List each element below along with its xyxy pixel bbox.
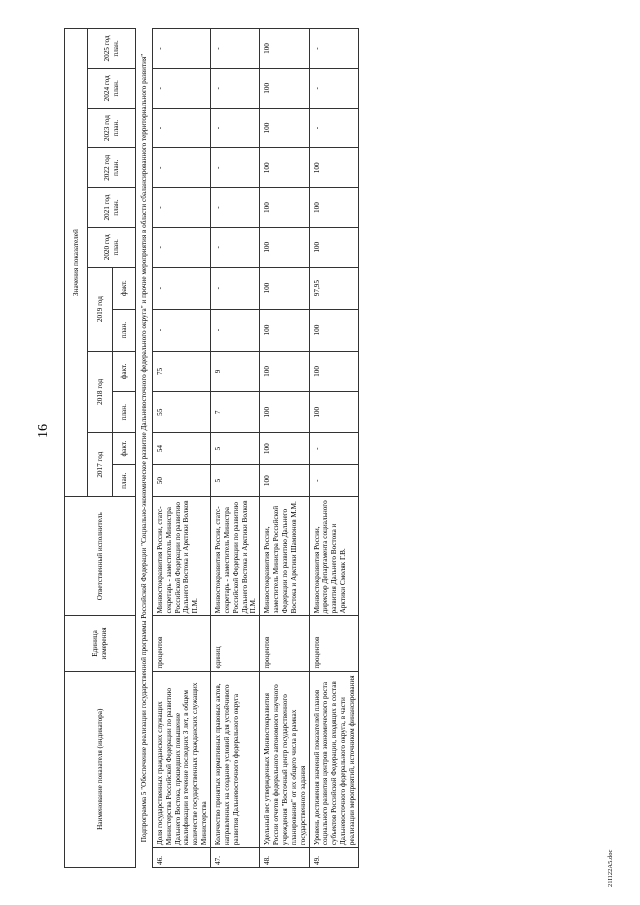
header-values-title: Значения показателей [65, 29, 88, 497]
value-2019-fact: - [152, 267, 210, 309]
value-2018-fact: 100 [309, 351, 358, 392]
header-year-2018: 2018 год [88, 351, 113, 433]
value-2022: 100 [309, 148, 358, 188]
value-2022: - [211, 148, 260, 188]
value-2025: 100 [260, 29, 309, 69]
value-2019-fact: 100 [260, 267, 309, 309]
value-2020: 100 [309, 227, 358, 267]
row-number: 48. [260, 848, 309, 868]
header-year-2020: 2020 год план. [88, 227, 136, 267]
header-2017-plan: план. [113, 465, 136, 497]
value-2023: 100 [260, 108, 309, 148]
value-2018-plan: 100 [309, 392, 358, 433]
row-number: 46. [152, 848, 210, 868]
value-2023: - [211, 108, 260, 148]
value-2020: - [152, 227, 210, 267]
rotated-table-container [64, 28, 604, 868]
header-2018-plan: план. [113, 392, 136, 433]
indicator-name: Количество принятых нормативных правовых актов, направленных на создание условий для устойчивого развития Дальневосточного федерального округа [211, 671, 260, 848]
header-year-2017: 2017 год [88, 433, 113, 497]
value-2025: - [211, 29, 260, 69]
value-2018-plan: 7 [211, 392, 260, 433]
value-2021: 100 [309, 188, 358, 228]
header-2018-fact: факт. [113, 351, 136, 392]
value-2017-fact: 5 [211, 433, 260, 465]
header-year-2024: 2024 год план. [88, 68, 136, 108]
header-year-2022: 2022 год план. [88, 148, 136, 188]
value-2017-fact: - [309, 433, 358, 465]
file-name: 21I122A5.doc [607, 849, 614, 887]
value-2017-plan: 50 [152, 465, 210, 497]
header-name: Наименование показателя (индикатора) [65, 671, 136, 867]
row-number: 49. [309, 848, 358, 868]
value-2019-plan: - [152, 309, 210, 351]
value-2023: - [309, 108, 358, 148]
value-2024: - [152, 68, 210, 108]
value-2024: 100 [260, 68, 309, 108]
value-2019-fact: 97,95 [309, 267, 358, 309]
value-2017-plan: 100 [260, 465, 309, 497]
table-row [260, 29, 309, 868]
value-2018-plan: 55 [152, 392, 210, 433]
header-year-2025: 2025 год план. [88, 29, 136, 69]
header-responsible: Ответственный исполнитель [65, 497, 136, 616]
header-2019-plan: план. [113, 309, 136, 351]
value-2017-fact: 54 [152, 433, 210, 465]
value-2018-fact: 9 [211, 351, 260, 392]
value-2018-fact: 75 [152, 351, 210, 392]
value-2025: - [309, 29, 358, 69]
value-2023: - [152, 108, 210, 148]
value-2021: 100 [260, 188, 309, 228]
value-2020: 100 [260, 227, 309, 267]
page-number: 16 [36, 424, 51, 438]
header-year-2019: 2019 год [88, 267, 113, 351]
value-2024: - [309, 68, 358, 108]
responsible-cell: Минвостокразвития России, заместитель Министра Российской Федерации по развитию Дальнего Востока и Арктики Шамионов М.М. [260, 497, 309, 616]
subprogram-heading: Подпрограмма 5 "Обеспечение реализации государственной программы Российской Федерации "Социально-экономическое развитие Дальневосточного федерального округа" и прочие мероприятия в области сбалансированного территориального развития" [136, 29, 153, 868]
unit-cell: процентов [152, 616, 210, 671]
responsible-cell: Минвостокразвития России, статс-секретарь - заместитель Министра Российской Федерации по развитию Дальнего Востока и Арктики Волков П.М. [211, 497, 260, 616]
value-2017-plan: 5 [211, 465, 260, 497]
value-2019-plan: 100 [309, 309, 358, 351]
indicator-name: Доля государственных гражданских служащих Министерства Российской Федерации по развитию Дальнего Востока, прошедших повышение квалификации в течение последних 3 лет, в общем количестве государственных гражданских служащих Министерства [152, 671, 210, 848]
header-2017-fact: факт. [113, 433, 136, 465]
value-2021: - [152, 188, 210, 228]
unit-cell: единиц [211, 616, 260, 671]
header-year-2021: 2021 год план. [88, 188, 136, 228]
value-2019-plan: - [211, 309, 260, 351]
responsible-cell: Минвостокразвития России, директор Департамента социального развития Дальнего Востока и Арктики Смоляк Г.В. [309, 497, 358, 616]
value-2019-plan: 100 [260, 309, 309, 351]
indicator-name: Уровень достижения значений показателей планов социального развития центров экономического роста субъектов Российской Федерации, входящих в состав Дальневосточного федерального округа, в части реализации мероприятий, источником финансирования [309, 671, 358, 848]
value-2025: - [152, 29, 210, 69]
value-2022: 100 [260, 148, 309, 188]
indicator-name: Удельный вес утвержденных Минвостокразвития России отчетов федерального автономного научного учреждения "Восточный центр государственного планирования" от их общего числа в рамках государственного задания [260, 671, 309, 848]
value-2017-fact: 100 [260, 433, 309, 465]
value-2018-plan: 100 [260, 392, 309, 433]
table-row [309, 29, 358, 868]
row-number: 47. [211, 848, 260, 868]
table-row [211, 29, 260, 868]
value-2024: - [211, 68, 260, 108]
unit-cell: процентов [260, 616, 309, 671]
header-unit: Единица измерения [65, 616, 136, 671]
responsible-cell: Минвостокразвития России, статс-секретарь - заместитель Министра Российской Федерации по развитию Дальнего Востока и Арктики Волков П.М. [152, 497, 210, 616]
header-year-2023: 2023 год план. [88, 108, 136, 148]
header-2019-fact: факт. [113, 267, 136, 309]
value-2018-fact: 100 [260, 351, 309, 392]
unit-cell: процентов [309, 616, 358, 671]
value-2022: - [152, 148, 210, 188]
value-2020: - [211, 227, 260, 267]
value-2017-plan: - [309, 465, 358, 497]
indicators-table [64, 28, 359, 868]
value-2021: - [211, 188, 260, 228]
value-2019-fact: - [211, 267, 260, 309]
table-row [152, 29, 210, 868]
